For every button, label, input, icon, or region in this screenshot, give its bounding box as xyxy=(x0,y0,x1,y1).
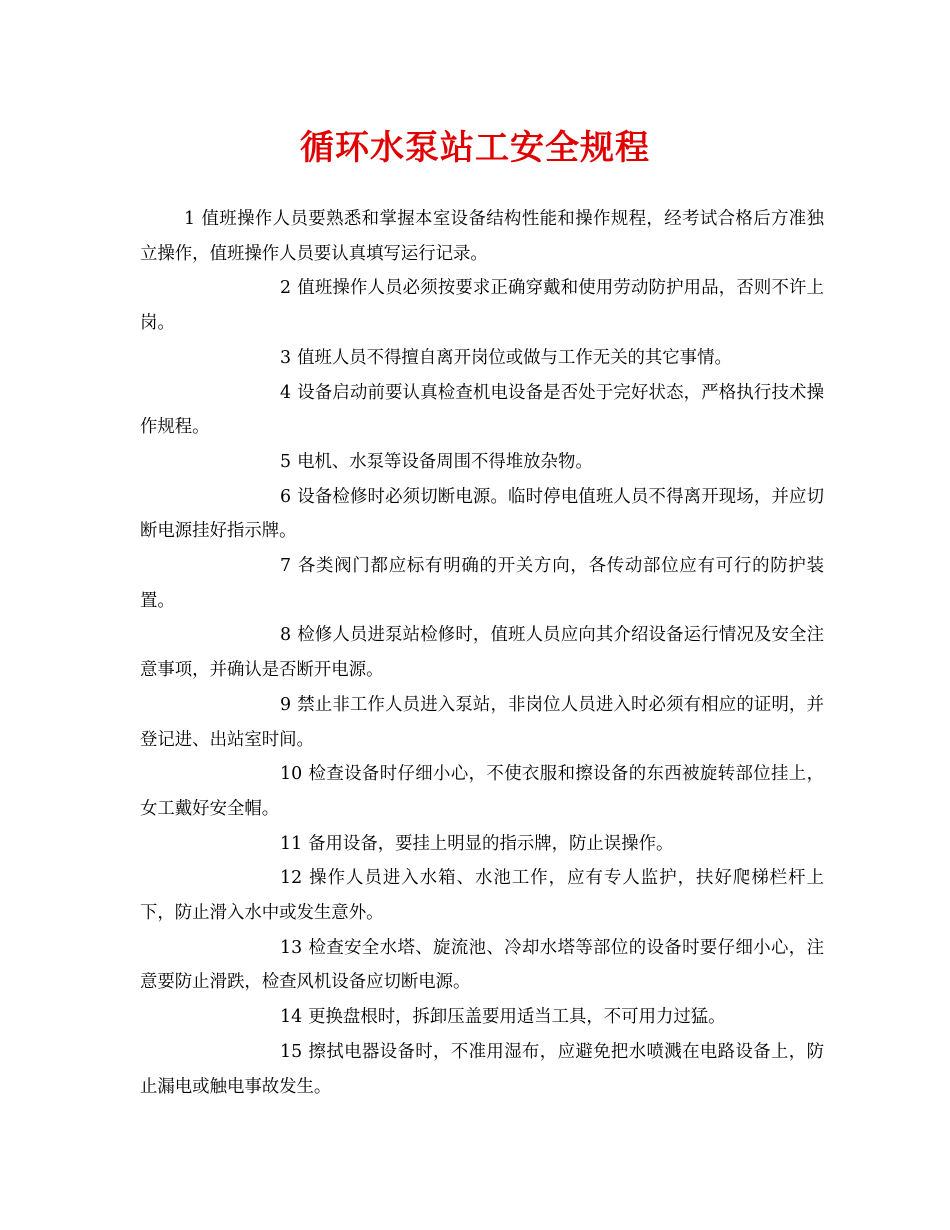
paragraph-text: 检查设备时仔细小心，不使衣服和擦设备的东西被旋转部位挂上，女工戴好安全帽。 xyxy=(140,764,824,819)
paragraph-6 xyxy=(140,480,824,549)
paragraph-text: 值班人员不得擅自离开岗位或做与工作无关的其它事情。 xyxy=(297,347,732,368)
paragraph-1 xyxy=(140,202,824,271)
paragraph-text: 检查安全水塔、旋流池、冷却水塔等部位的设备时要仔细小心，注意要防止滑跌，检查风机设备应切断电源。 xyxy=(140,937,824,993)
paragraph-text: 设备启动前要认真检查机电设备是否处于完好状态，严格执行技术操作规程。 xyxy=(140,382,824,438)
document-title: 循环水泵站工安全规程 xyxy=(300,128,650,168)
paragraph-number: 15 xyxy=(280,1041,303,1062)
paragraph-number: 3 xyxy=(280,347,292,368)
paragraph-number: 5 xyxy=(280,451,292,472)
paragraph-number: 1 xyxy=(184,209,196,229)
paragraph-number: 9 xyxy=(280,694,292,715)
paragraph-number: 12 xyxy=(280,868,303,889)
paragraph-number: 4 xyxy=(280,382,292,403)
paragraph-2 xyxy=(140,271,824,340)
paragraph-text: 操作人员进入水箱、水池工作，应有专人监护，扶好爬梯栏杆上下，防止滑入水中或发生意外。 xyxy=(140,868,824,924)
paragraph-12 xyxy=(140,861,824,930)
paragraph-text: 擦拭电器设备时，不准用湿布，应避免把水喷溅在电路设备上，防止漏电或触电事故发生。 xyxy=(140,1041,824,1097)
paragraph-13 xyxy=(140,931,824,1000)
paragraph-5 xyxy=(140,445,824,480)
paragraph-number: 13 xyxy=(280,937,303,958)
paragraph-8 xyxy=(140,618,824,687)
paragraph-number: 8 xyxy=(280,625,292,646)
paragraph-14 xyxy=(140,1000,824,1035)
paragraph-text: 禁止非工作人员进入泵站，非岗位人员进入时必须有相应的证明，并登记进、出站室时间。 xyxy=(140,694,824,750)
paragraph-15 xyxy=(140,1035,824,1104)
paragraph-3 xyxy=(140,341,824,376)
paragraph-number: 14 xyxy=(280,1007,303,1028)
paragraph-text: 值班操作人员要熟悉和掌握本室设备结构性能和操作规程，经考试合格后方准独立操作，值班操作人员要认真填写运行记录。 xyxy=(140,209,824,264)
document-body xyxy=(140,202,824,1104)
paragraph-number: 2 xyxy=(280,278,292,299)
paragraph-10 xyxy=(140,757,824,826)
paragraph-text: 各类阀门都应标有明确的开关方向，各传动部位应有可行的防护装置。 xyxy=(140,556,824,611)
paragraph-7 xyxy=(140,549,824,618)
paragraph-number: 7 xyxy=(280,556,292,577)
paragraph-number: 11 xyxy=(280,833,303,854)
paragraph-text: 设备检修时必须切断电源。临时停电值班人员不得离开现场，并应切断电源挂好指示牌。 xyxy=(140,486,824,542)
paragraph-9 xyxy=(140,688,824,757)
paragraph-4 xyxy=(140,376,824,445)
paragraph-text: 电机、水泵等设备周围不得堆放杂物。 xyxy=(297,451,593,472)
paragraph-text: 值班操作人员必须按要求正确穿戴和使用劳动防护用品，否则不许上岗。 xyxy=(140,278,824,334)
paragraph-text: 备用设备，要挂上明显的指示牌，防止误操作。 xyxy=(308,833,674,854)
paragraph-text: 更换盘根时，拆卸压盖要用适当工具，不可用力过猛。 xyxy=(308,1007,726,1028)
paragraph-number: 10 xyxy=(280,764,303,785)
paragraph-11 xyxy=(140,827,824,862)
paragraph-text: 检修人员进泵站检修时，值班人员应向其介绍设备运行情况及安全注意事项，并确认是否断开电源。 xyxy=(140,625,824,681)
paragraph-number: 6 xyxy=(280,486,292,507)
